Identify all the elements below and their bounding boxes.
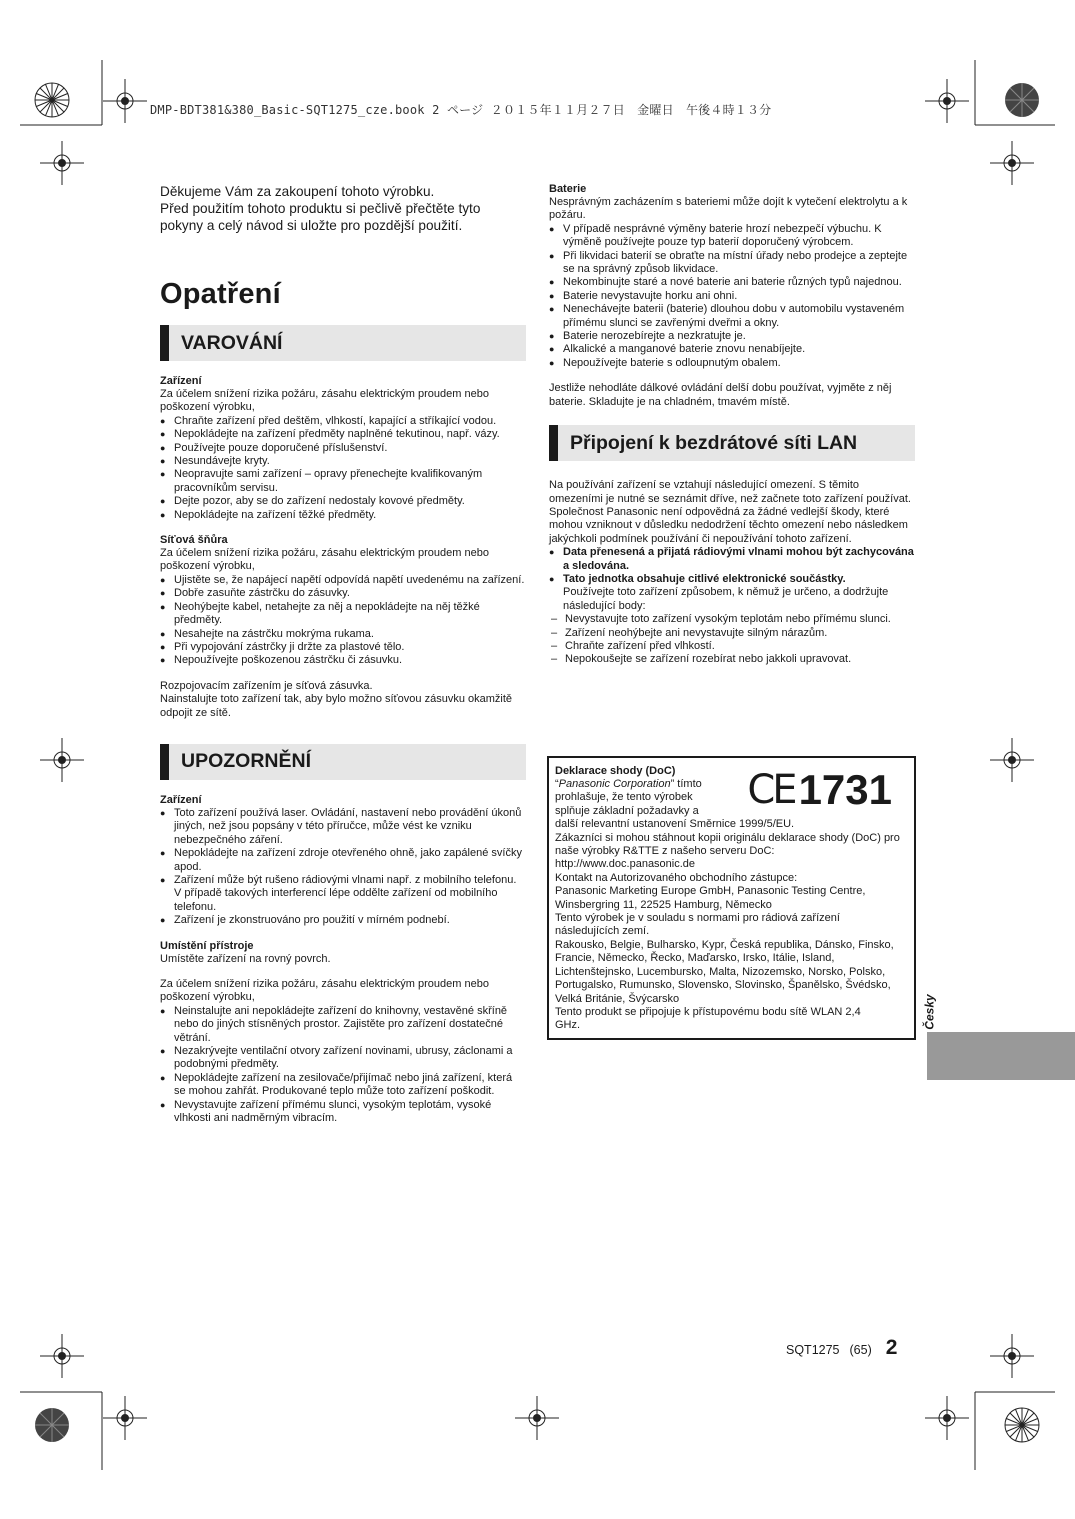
- footer-code: SQT1275: [786, 1343, 840, 1357]
- crosshair-icon: [40, 738, 84, 782]
- wlan-list: [549, 546, 915, 667]
- print-header: DMP-BDT381&380_Basic-SQT1275_cze.book 2 ページ ２０１５年１１月２７日 金曜日 午後４時１３分: [150, 103, 772, 117]
- list-item: ● Neohýbejte kabel, netahejte za něj a nepokládejte na něj těžké předměty.: [160, 601, 526, 628]
- wlan-bold-item2: ● Tato jednotka obsahuje citlivé elektronické součástky.: [563, 572, 846, 585]
- page-footer: [786, 1336, 897, 1360]
- list-item: – Nevystavujte toto zařízení vysokým teplotám nebo přímému slunci.: [549, 613, 915, 626]
- list-item: – Chraňte zařízení před vlhkostí.: [549, 640, 915, 653]
- battery-list: [549, 223, 915, 370]
- list-item: ● Nepokládejte na zařízení předměty naplněné tekutinou, např. vázy.: [160, 428, 526, 441]
- crosshair-icon: [925, 79, 969, 123]
- placement-heading: Umístění přístroje: [160, 939, 254, 952]
- caution-device-heading: Zařízení: [160, 793, 202, 806]
- doc-company: Panasonic Corporation: [558, 778, 671, 790]
- placement-text: Umístěte zařízení na rovný povrch.: [160, 952, 331, 965]
- placement-list: [160, 1005, 526, 1126]
- warning-heading: VAROVÁNÍ: [160, 325, 526, 361]
- list-item: – Nepokoušejte se zařízení rozebírat nebo jakkoli upravovat.: [549, 653, 915, 666]
- list-item: ● Nesundávejte kryty.: [160, 455, 526, 468]
- doc-line3: splňuje základní požadavky a: [555, 804, 699, 817]
- warning-device-intro: Za účelem snížení rizika požáru, zásahu elektrickým proudem nebo poškození výrobku,: [160, 388, 489, 414]
- battery-heading: Baterie: [549, 183, 587, 195]
- doc-line5: Zákazníci si mohou stáhnout kopii originálu deklarace shody (DoC) pro naše výrobky R&TTE z našeho serveru DoC:: [555, 831, 900, 858]
- registration-sunburst-icon: [35, 83, 69, 117]
- intro-instructions: Před použitím tohoto produktu si pečlivě přečtěte tyto pokyny a celý návod si uložte pro pozdější použití.: [160, 201, 481, 233]
- remote-note: Jestliže nehodláte dálkové ovládání delší dobu používat, vyjměte z něj baterie. Skladujte je na chladném, tmavém místě.: [549, 382, 892, 408]
- crosshair-icon: [925, 1396, 969, 1440]
- list-item: ● Dobře zasuňte zástrčku do zásuvky.: [160, 587, 526, 600]
- list-item: ● Toto zařízení používá laser. Ovládání, nastavení nebo provádění úkonů jiných, než jsou popsány v této příručce, může vést ke vzniku nebezpečného záření.: [160, 807, 526, 847]
- list-item: [549, 573, 915, 667]
- page-title: Opatření: [160, 278, 281, 310]
- list-item: ● Neinstalujte ani nepokládejte zařízení do knihovny, vestavěné skříně nebo do jiných stísněných prostor. Zajistěte pro zařízení dostatečné větrání.: [160, 1005, 526, 1045]
- switch-note: Rozpojovacím zařízením je síťová zásuvka.: [160, 679, 373, 692]
- warning-cord-heading: Síťová šňůra: [160, 534, 228, 547]
- list-item: ● Zařízení je zkonstruováno pro použití v mírném podnebí.: [160, 914, 526, 927]
- quote-open: “: [555, 778, 559, 790]
- wlan-dash-list: [549, 613, 915, 667]
- list-item: ● Dejte pozor, aby se do zařízení nedostaly kovové předměty.: [160, 495, 526, 508]
- doc-url: http://www.doc.panasonic.de: [555, 858, 696, 871]
- list-item: ● Alkalické a manganové baterie znovu nenabíjejte.: [549, 343, 915, 356]
- crosshair-icon: [990, 141, 1034, 185]
- page-number: 2: [885, 1336, 898, 1359]
- crosshair-icon: [103, 1396, 147, 1440]
- crosshair-icon: [990, 738, 1034, 782]
- language-tab: [927, 1032, 1075, 1080]
- caution-device-list: [160, 807, 526, 928]
- language-label: Česky: [922, 994, 937, 1030]
- list-item: ● Nepokládejte na zařízení zdroje otevřeného ohně, jako zapálené svíčky apod.: [160, 847, 526, 874]
- list-item: ● Nepokládejte zařízení na zesilovače/přijímač nebo jiná zařízení, která se mohou zahřát. Produkované teplo může toto zařízení poškodit.: [160, 1072, 526, 1099]
- crosshair-icon: [40, 141, 84, 185]
- list-item: ● Nevystavujte zařízení přímému slunci, vysokým teplotám, vysoké vlhkosti ani nadměrným vibracím.: [160, 1099, 526, 1126]
- list-item: ● Data přenesená a přijatá rádiovými vlnami mohou být zachycována a sledována.: [549, 546, 915, 573]
- doc-line2: prohlašuje, že tento výrobek: [555, 791, 693, 804]
- warning-cord-intro: Za účelem snížení rizika požáru, zásahu elektrickým proudem nebo poškození výrobku,: [160, 547, 489, 573]
- caution-heading: UPOZORNĚNÍ: [160, 744, 526, 780]
- crosshair-icon: [515, 1396, 559, 1440]
- list-item: ● Chraňte zařízení před deštěm, vlhkostí, kapající a stříkající vodou.: [160, 415, 526, 428]
- doc-line4: další relevantní ustanovení Směrnice 1999/5/EU.: [555, 818, 795, 831]
- battery-intro: Nesprávným zacházením s bateriemi může dojít k vytečení elektrolytu a k požáru.: [549, 196, 908, 222]
- doc-contact-label: Kontakt na Autorizovaného obchodního zástupce:: [555, 871, 798, 884]
- list-item: ● Nepoužívejte baterie s odloupnutým obalem.: [549, 357, 915, 370]
- doc-countries-intro: Tento výrobek je v souladu s normami pro rádiová zařízení následujících zemí.: [555, 912, 840, 938]
- warning-cord-list: [160, 574, 526, 668]
- registration-solid-icon: [35, 1408, 69, 1442]
- doc-box: [547, 756, 916, 1040]
- registration-solid-icon: [1005, 83, 1039, 117]
- list-item: – Zařízení neohýbejte ani nevystavujte silným nárazům.: [549, 627, 915, 640]
- install-note: Nainstalujte toto zařízení tak, aby bylo možno síťovou zásuvku okamžitě odpojit ze sítě.: [160, 693, 513, 719]
- ce-number: 1731: [798, 766, 892, 813]
- list-item: ● Nepokládejte na zařízení těžké předměty.: [160, 509, 526, 522]
- list-item: ● Používejte pouze doporučené příslušenství.: [160, 442, 526, 455]
- intro-thanks: Děkujeme Vám za zakoupení tohoto výrobku.: [160, 184, 435, 199]
- crosshair-icon: [103, 79, 147, 123]
- list-item: ● Nesahejte na zástrčku mokrýma rukama.: [160, 628, 526, 641]
- footer-ref: (65): [849, 1343, 872, 1357]
- doc-countries: Rakousko, Belgie, Bulharsko, Kypr, Česká republika, Dánsko, Finsko, Francie, Německo, Řecko, Maďarsko, Irsko, Itálie, Island, Lichtenštejnsko, Lucembursko, Malta, Nizozemsko, Norsko, Polsko, Portugalsko, Rumunsko, Slovensko, Slovinsko, Španělsko, Švédsko, Velká Británie, Švýcarsko: [555, 938, 894, 1005]
- warning-device-heading: Zařízení: [160, 375, 202, 387]
- quote-close: ” tímto: [670, 778, 702, 790]
- wlan-heading: Připojení k bezdrátové síti LAN: [549, 425, 915, 461]
- right-column: [549, 183, 915, 667]
- wlan-para2: Společnost Panasonic není odpovědná za žádné vedlejší škody, které mohou vzniknout v důsledku nedodržení těchto omezení nebo následkem jakýchkoli podmínek používání či nepoužívání tohoto zařízení.: [549, 505, 908, 545]
- list-item: ● Ujistěte se, že napájecí napětí odpovídá napětí uvedenému na zařízení.: [160, 574, 526, 587]
- list-item: ● Při likvidaci baterií se obraťte na místní úřady nebo prodejce a zeptejte se na správný způsob likvidace.: [549, 250, 915, 277]
- left-column: [160, 183, 526, 1125]
- warning-device-list: [160, 415, 526, 522]
- list-item: ● Nenechávejte baterii (baterie) dlouhou dobu v automobilu vystaveném přímému slunci se zavřenými dveřmi a okny.: [549, 303, 915, 330]
- list-item: ● Nekombinujte staré a nové baterie ani baterie různých typů najednou.: [549, 276, 915, 289]
- wlan-para1: Na používání zařízení se vztahují následující omezení. S těmito omezeními je nutné se seznámit dříve, než začnete toto zařízení používat.: [549, 479, 911, 505]
- list-item: ● Baterie nevystavujte horku ani ohni.: [549, 290, 915, 303]
- list-item: ● V případě nesprávné výměny baterie hrozí nebezpečí výbuchu. K výměně používejte pouze typ baterií doporučený výrobcem.: [549, 223, 915, 250]
- doc-contact: Panasonic Marketing Europe GmbH, Panasonic Testing Centre, Winsbergring 11, 22525 Hamburg, Německo: [555, 885, 866, 911]
- list-item: ● Při vypojování zástrčky ji držte za plastové tělo.: [160, 641, 526, 654]
- ce-logo: [747, 766, 892, 814]
- registration-sunburst-icon: [1005, 1408, 1039, 1442]
- crosshair-icon: [990, 1334, 1034, 1378]
- list-item: ● Nezakrývejte ventilační otvory zařízení novinami, ubrusy, záclonami a podobnými předměty.: [160, 1045, 526, 1072]
- placement-intro: Za účelem snížení rizika požáru, zásahu elektrickým proudem nebo poškození výrobku,: [160, 978, 489, 1004]
- list-item: ● Baterie nerozebírejte a nezkratujte je.: [549, 330, 915, 343]
- crosshair-icon: [40, 1334, 84, 1378]
- wlan-item2-text: Používejte toto zařízení způsobem, k němuž je určeno, a dodržujte následující body:: [563, 586, 889, 612]
- list-item: ● Nepoužívejte poškozenou zástrčku či zásuvku.: [160, 654, 526, 667]
- doc-wlan-note: Tento produkt se připojuje k přístupovému bodu sítě WLAN 2,4 GHz.: [555, 1005, 861, 1032]
- list-item: ● Zařízení může být rušeno rádiovými vlnami např. z mobilního telefonu. V případě takových interferencí lépe oddělte zařízení od mobilního telefonu.: [160, 874, 526, 914]
- ce-mark-icon: CE: [747, 767, 795, 813]
- list-item: ● Neopravujte sami zařízení – opravy přenechejte kvalifikovaným pracovníkům servisu.: [160, 468, 526, 495]
- doc-heading: Deklarace shody (DoC): [555, 765, 676, 777]
